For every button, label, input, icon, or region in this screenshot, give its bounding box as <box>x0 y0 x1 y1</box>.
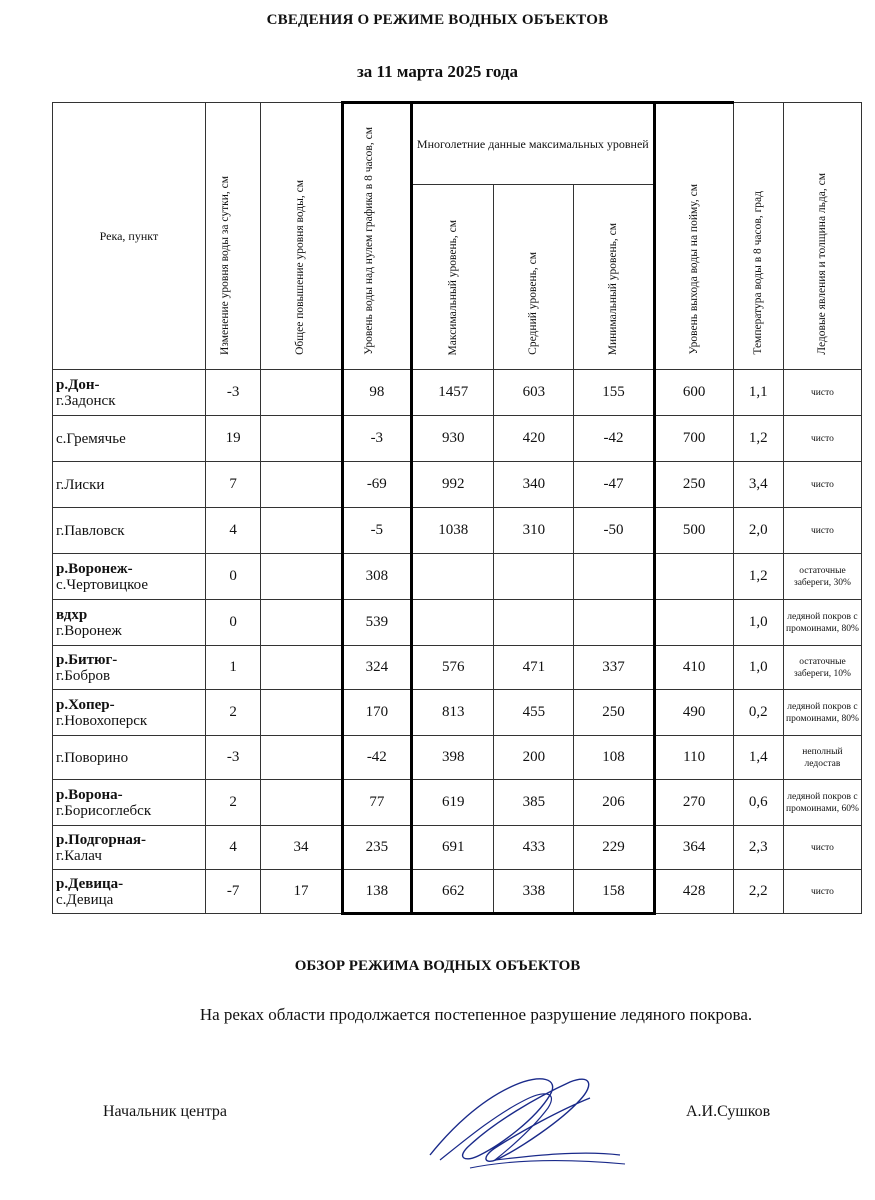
cell-total-rise <box>261 780 342 826</box>
cell-mean-level: 310 <box>494 508 574 554</box>
cell-water-temp: 1,4 <box>733 736 783 780</box>
cell-place <box>53 462 206 508</box>
cell-total-rise <box>261 646 342 690</box>
cell-change: 0 <box>205 600 261 646</box>
cell-total-rise <box>261 416 342 462</box>
cell-level-8h: 235 <box>342 826 411 870</box>
cell-flood-level: 410 <box>654 646 733 690</box>
table-row <box>53 646 862 690</box>
cell-max-level: 691 <box>412 826 494 870</box>
point-name: г.Лиски <box>56 476 105 493</box>
cell-total-rise: 34 <box>261 826 342 870</box>
header-flood-level: Уровень выхода воды на пойму, см <box>654 103 733 370</box>
river-name: р.Девица- <box>56 875 124 892</box>
cell-change: 0 <box>205 554 261 600</box>
table-row <box>53 736 862 780</box>
cell-place <box>53 600 206 646</box>
cell-mean-level: 385 <box>494 780 574 826</box>
cell-change: 4 <box>205 826 261 870</box>
cell-change: -3 <box>205 370 261 416</box>
cell-max-level <box>412 554 494 600</box>
cell-place <box>53 416 206 462</box>
cell-flood-level <box>654 554 733 600</box>
cell-change: 2 <box>205 690 261 736</box>
point-name: г.Новохоперск <box>56 712 148 729</box>
cell-total-rise <box>261 508 342 554</box>
cell-mean-level: 433 <box>494 826 574 870</box>
table-row <box>53 508 862 554</box>
table-row <box>53 370 862 416</box>
header-level-8h: Уровень воды над нулем графика в 8 часов, см <box>342 103 411 370</box>
header-max-level: Максимальный уровень, см <box>412 185 494 370</box>
cell-level-8h: 77 <box>342 780 411 826</box>
cell-change: -7 <box>205 870 261 914</box>
cell-flood-level <box>654 600 733 646</box>
river-name: вдхр <box>56 606 88 623</box>
cell-max-level: 1038 <box>412 508 494 554</box>
cell-total-rise: 17 <box>261 870 342 914</box>
point-name: с.Гремячье <box>56 430 126 447</box>
cell-change: 7 <box>205 462 261 508</box>
cell-change: 2 <box>205 780 261 826</box>
cell-flood-level: 110 <box>654 736 733 780</box>
cell-ice: неполный ледостав <box>783 736 861 780</box>
cell-ice: остаточные забереги, 30% <box>783 554 861 600</box>
table-row <box>53 554 862 600</box>
cell-water-temp: 1,1 <box>733 370 783 416</box>
cell-ice: ледяной покров с промоинами, 80% <box>783 600 861 646</box>
header-min-level: Минимальный уровень, см <box>574 185 654 370</box>
cell-flood-level: 270 <box>654 780 733 826</box>
chief-position: Начальник центра <box>103 1103 227 1120</box>
water-regime-table <box>52 101 862 915</box>
cell-change: 19 <box>205 416 261 462</box>
cell-min-level: 337 <box>574 646 654 690</box>
header-mean-level: Средний уровень, см <box>494 185 574 370</box>
cell-level-8h: 539 <box>342 600 411 646</box>
cell-min-level <box>574 554 654 600</box>
cell-mean-level: 455 <box>494 690 574 736</box>
cell-total-rise <box>261 462 342 508</box>
cell-mean-level: 603 <box>494 370 574 416</box>
cell-level-8h: 138 <box>342 870 411 914</box>
cell-min-level: 108 <box>574 736 654 780</box>
table-row <box>53 416 862 462</box>
table-row <box>53 870 862 914</box>
cell-change: 4 <box>205 508 261 554</box>
cell-water-temp: 0,6 <box>733 780 783 826</box>
cell-place <box>53 554 206 600</box>
cell-mean-level: 340 <box>494 462 574 508</box>
cell-level-8h: -5 <box>342 508 411 554</box>
cell-ice: остаточные забереги, 10% <box>783 646 861 690</box>
cell-max-level: 813 <box>412 690 494 736</box>
cell-level-8h: 98 <box>342 370 411 416</box>
river-name: р.Хопер- <box>56 696 115 713</box>
chief-name: А.И.Сушков <box>686 1103 771 1120</box>
cell-level-8h: 170 <box>342 690 411 736</box>
table-row <box>53 600 862 646</box>
cell-level-8h: -3 <box>342 416 411 462</box>
header-total-rise: Общее повышение уровня воды, см <box>261 103 342 370</box>
cell-min-level: -47 <box>574 462 654 508</box>
cell-ice: ледяной покров с промоинами, 80% <box>783 690 861 736</box>
cell-flood-level: 500 <box>654 508 733 554</box>
cell-total-rise <box>261 600 342 646</box>
cell-ice: чисто <box>783 826 861 870</box>
cell-ice: чисто <box>783 370 861 416</box>
header-change: Изменение уровня воды за сутки, см <box>205 103 261 370</box>
cell-flood-level: 600 <box>654 370 733 416</box>
cell-change: -3 <box>205 736 261 780</box>
river-name: р.Ворона- <box>56 786 123 803</box>
cell-ice: ледяной покров с промоинами, 60% <box>783 780 861 826</box>
table-row <box>53 826 862 870</box>
cell-max-level: 398 <box>412 736 494 780</box>
cell-max-level: 1457 <box>412 370 494 416</box>
cell-change: 1 <box>205 646 261 690</box>
cell-place <box>53 826 206 870</box>
point-name: г.Бобров <box>56 667 111 684</box>
cell-max-level <box>412 600 494 646</box>
cell-total-rise <box>261 736 342 780</box>
cell-level-8h: -69 <box>342 462 411 508</box>
cell-water-temp: 1,2 <box>733 416 783 462</box>
cell-min-level <box>574 600 654 646</box>
cell-ice: чисто <box>783 416 861 462</box>
cell-flood-level: 428 <box>654 870 733 914</box>
document-title: СВЕДЕНИЯ О РЕЖИМЕ ВОДНЫХ ОБЪЕКТОВ <box>266 12 609 28</box>
header-place: Река, пункт <box>53 103 206 370</box>
cell-water-temp: 1,0 <box>733 600 783 646</box>
cell-water-temp: 3,4 <box>733 462 783 508</box>
cell-mean-level: 420 <box>494 416 574 462</box>
point-name: г.Борисоглебск <box>56 802 152 819</box>
cell-mean-level <box>494 600 574 646</box>
cell-flood-level: 490 <box>654 690 733 736</box>
cell-mean-level: 471 <box>494 646 574 690</box>
point-name: с.Чертовицкое <box>56 576 148 593</box>
cell-level-8h: 324 <box>342 646 411 690</box>
cell-place <box>53 736 206 780</box>
cell-flood-level: 364 <box>654 826 733 870</box>
cell-total-rise <box>261 554 342 600</box>
table-row <box>53 780 862 826</box>
table-row <box>53 690 862 736</box>
header-ice: Ледовые явления и толщина льда, см <box>783 103 861 370</box>
cell-place <box>53 690 206 736</box>
cell-flood-level: 700 <box>654 416 733 462</box>
cell-water-temp: 1,2 <box>733 554 783 600</box>
river-name: р.Битюг- <box>56 651 118 668</box>
cell-level-8h: 308 <box>342 554 411 600</box>
cell-min-level: 250 <box>574 690 654 736</box>
cell-mean-level <box>494 554 574 600</box>
document-subtitle: за 11 марта 2025 года <box>356 62 519 81</box>
cell-min-level: 158 <box>574 870 654 914</box>
cell-water-temp: 2,2 <box>733 870 783 914</box>
cell-max-level: 992 <box>412 462 494 508</box>
cell-max-level: 576 <box>412 646 494 690</box>
point-name: г.Калач <box>56 847 102 864</box>
review-title: ОБЗОР РЕЖИМА ВОДНЫХ ОБЪЕКТОВ <box>294 958 581 974</box>
river-name: р.Дон- <box>56 376 100 393</box>
cell-water-temp: 2,0 <box>733 508 783 554</box>
point-name: г.Поворино <box>56 749 129 766</box>
cell-place <box>53 780 206 826</box>
cell-min-level: -50 <box>574 508 654 554</box>
review-text: На реках области продолжается постепенное разрушение ледяного покрова. <box>199 1005 753 1024</box>
cell-mean-level: 338 <box>494 870 574 914</box>
cell-max-level: 662 <box>412 870 494 914</box>
point-name: с.Девица <box>56 891 114 908</box>
cell-water-temp: 0,2 <box>733 690 783 736</box>
point-name: г.Павловск <box>56 522 125 539</box>
cell-place <box>53 508 206 554</box>
cell-ice: чисто <box>783 462 861 508</box>
cell-ice: чисто <box>783 870 861 914</box>
point-name: г.Задонск <box>56 392 116 409</box>
cell-total-rise <box>261 690 342 736</box>
handwritten-signature <box>410 1060 640 1180</box>
cell-water-temp: 1,0 <box>733 646 783 690</box>
cell-mean-level: 200 <box>494 736 574 780</box>
cell-min-level: -42 <box>574 416 654 462</box>
header-water-temp: Температура воды в 8 часов, град <box>733 103 783 370</box>
cell-min-level: 155 <box>574 370 654 416</box>
point-name: г.Воронеж <box>56 622 122 639</box>
cell-ice: чисто <box>783 508 861 554</box>
cell-place <box>53 870 206 914</box>
table-row <box>53 462 862 508</box>
cell-water-temp: 2,3 <box>733 826 783 870</box>
cell-min-level: 229 <box>574 826 654 870</box>
cell-flood-level: 250 <box>654 462 733 508</box>
cell-place <box>53 370 206 416</box>
header-multi-year-group: Многолетние данные максимальных уровней <box>412 103 655 185</box>
cell-total-rise <box>261 370 342 416</box>
cell-place <box>53 646 206 690</box>
river-name: р.Воронеж- <box>56 560 133 577</box>
cell-max-level: 930 <box>412 416 494 462</box>
river-name: р.Подгорная- <box>56 831 146 848</box>
cell-level-8h: -42 <box>342 736 411 780</box>
cell-max-level: 619 <box>412 780 494 826</box>
cell-min-level: 206 <box>574 780 654 826</box>
